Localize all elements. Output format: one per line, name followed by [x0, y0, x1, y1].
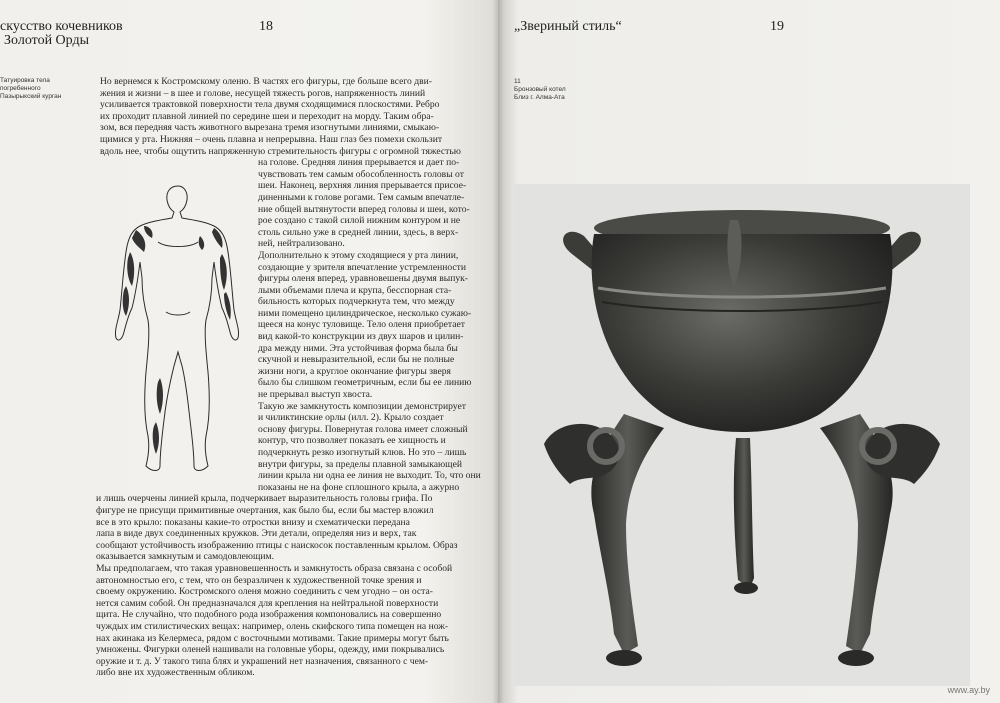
body-text-line: лапа в виде двух соединенных кружков. Эти детали, определяя низ и верх, так	[96, 528, 417, 540]
watermark: www.ay.by	[947, 685, 990, 695]
body-text-line: оказывается замкнутым и самодовлеющим.	[96, 551, 274, 563]
book-gutter	[492, 0, 504, 703]
caption-line: Близ г. Алма-Ата	[514, 94, 565, 101]
body-text-line: умножены. Фигурки оленей нашивали на головные уборы, одежду, ими покрывались	[96, 644, 445, 656]
body-text-line: и лишь очерчены линией крыла, подчеркивает выразительность головы грифа. По	[96, 493, 433, 505]
body-text-line: чувствовать тем самым обособленность головы от	[258, 168, 464, 180]
body-text-line: жения и жизни – в шее и голове, несущей тяжесть рогов, напряженность линий	[100, 87, 426, 99]
body-text-line: было бы слишком геометричным, если бы ее линию	[258, 377, 472, 389]
left-figure-caption	[0, 77, 61, 101]
body-text-line: чуждых им стилистических вещах: например, олень скифского типа помещен на нож-	[96, 620, 449, 632]
caption-line: Бронзовый котел	[514, 86, 566, 93]
body-text-line: все в это крыло: показаны какие-то отростки внизу и схематически передана	[96, 516, 410, 528]
body-text-line: щита. Не случайно, что подобного рода изображения компоновались на совершенно	[96, 609, 442, 621]
caption-line: 11	[514, 78, 521, 85]
body-text-line: нах акинака из Келермеса, рядом с восточными мотивами. Такие примеры могут быть	[96, 632, 449, 644]
body-text-line: усиливается трактовкой поверхности тела двумя сходящимися плоскостями. Ребро	[100, 99, 440, 111]
body-text-line: зом, вся передняя часть животного вырезана тремя изогнутыми линиями, смыкаю-	[100, 122, 440, 134]
body-text-line: жизни ноги, а круглое окончание фигуры зверя	[258, 365, 451, 377]
right-figure-caption	[514, 78, 566, 102]
body-text-line: шеи. Наконец, верхняя линия прерывается присое-	[258, 180, 467, 192]
body-text-line: скучной и невыразительной, если бы не полные	[258, 354, 455, 366]
body-text-line: автономностью его, с тем, что он безразличен к художественной точке зрения и	[96, 574, 422, 586]
body-text-line: фигуры оленя вперед, уравновешены двумя выпук-	[258, 273, 468, 285]
body-text-line: Дополнительно к этому сходящиеся у рта линии,	[258, 249, 459, 261]
body-text-line: сообщают устойчивость изображению птицы с наискосок поставленным крылом. Образ	[96, 539, 458, 551]
body-text-line: бильность которых подчеркнута тем, что между	[258, 296, 455, 308]
body-text-line: ними помещено цилиндрическое, несколько сужаю-	[258, 307, 472, 319]
bronze-cauldron-photo	[514, 184, 970, 686]
body-text-line: Мы предполагаем, что такая уравновешенность и замкнутость образа связана с особой	[96, 562, 453, 574]
caption-line: Пазырыкский курган	[0, 93, 62, 100]
body-text-line: не прерывал выступ хвоста.	[258, 389, 373, 401]
body-text-line: вид какой-то конструкции из двух шаров и цилин-	[258, 331, 464, 343]
caption-line: погребенного	[0, 85, 41, 92]
tattooed-body-illustration	[108, 182, 248, 482]
body-text-line: внутри фигуры, за пределы плавной замыкающей	[258, 458, 462, 470]
body-text-line: лыми объемами плеча и крупа, бесспорная ста-	[258, 284, 452, 296]
body-text-line: основу фигуры. Повернутая голова имеет сложный	[258, 423, 468, 435]
body-text-line: диненными к голове рогами. Тем самым впечатле-	[258, 191, 465, 203]
body-text-line: нется самим собой. Он предназначался для крепления на нейтральной поверхности	[96, 597, 439, 609]
body-text-line: их проходит плавной линией по середине шеи и переходит на морду. Таким обра-	[100, 110, 434, 122]
body-text-line: контур, что позволяет показать ее хищность и	[258, 435, 446, 447]
right-running-head: „Звериный стиль“	[514, 19, 622, 34]
body-text-line: подчеркнуть резко изогнутый клюв. Но это – лишь	[258, 447, 467, 458]
body-text-line: на голове. Средняя линия прерывается и дает по-	[258, 157, 460, 169]
body-text-line: рое создано с такой силой нижним контуром и не	[258, 215, 461, 227]
body-text-line: линии крыла ни одна ее линия не выходит. То, что они	[258, 470, 481, 482]
body-text-line: дра между ними. Эта устойчивая форма была бы	[258, 342, 458, 354]
body-text-line: и чиликтинские орлы (илл. 2). Крыло создает	[258, 412, 444, 424]
left-page-number: 18	[259, 19, 273, 34]
running-head-line1: скусство кочевников	[0, 19, 123, 34]
body-text-line: своему окружению. Костромского оленя можно соединить с чем угодно – он оста-	[96, 586, 433, 598]
body-text-line: щееся на конус туловище. Тело оленя приобретает	[258, 319, 465, 331]
body-text-line: создающие у зрителя впечатление устремленности	[258, 261, 466, 273]
body-text-line: ние общей вытянутости вперед головы и шеи, кото-	[258, 203, 470, 215]
body-text-line: показаны не на фоне сплошного крыла, а ажурно	[258, 481, 460, 493]
body-text-line: Но вернемся к Костромскому оленю. В частях его фигуры, где больше всего дви-	[100, 76, 432, 87]
body-text-line: столь сильно уже в средней линии, здесь, в верх-	[258, 226, 459, 238]
caption-line: Татуировка тела	[0, 77, 50, 84]
body-text-line: либо вне их художественным обликом.	[96, 667, 255, 679]
body-text-line: фигуре не присущи примитивные очертания, как было бы, если бы мастер вложил	[96, 504, 434, 516]
body-text-line: Такую же замкнутость композиции демонстрирует	[258, 400, 466, 412]
body-text-line: щимися у рта. Нижняя – очень плавна и непрерывна. Наш глаз без помехи скользит	[100, 133, 443, 145]
body-text-line: оружие и т. д. У такого типа блях и украшений нет назначения, связанного с чем-	[96, 655, 429, 667]
right-page-number: 19	[770, 19, 784, 34]
running-head-line2: Золотой Орды	[4, 33, 90, 48]
body-text-line: ней, нейтрализовано.	[258, 238, 345, 250]
body-text-line: вдоль нее, чтобы ощутить напряженную стремительность фигуры с огромной тяжестью	[100, 145, 461, 157]
